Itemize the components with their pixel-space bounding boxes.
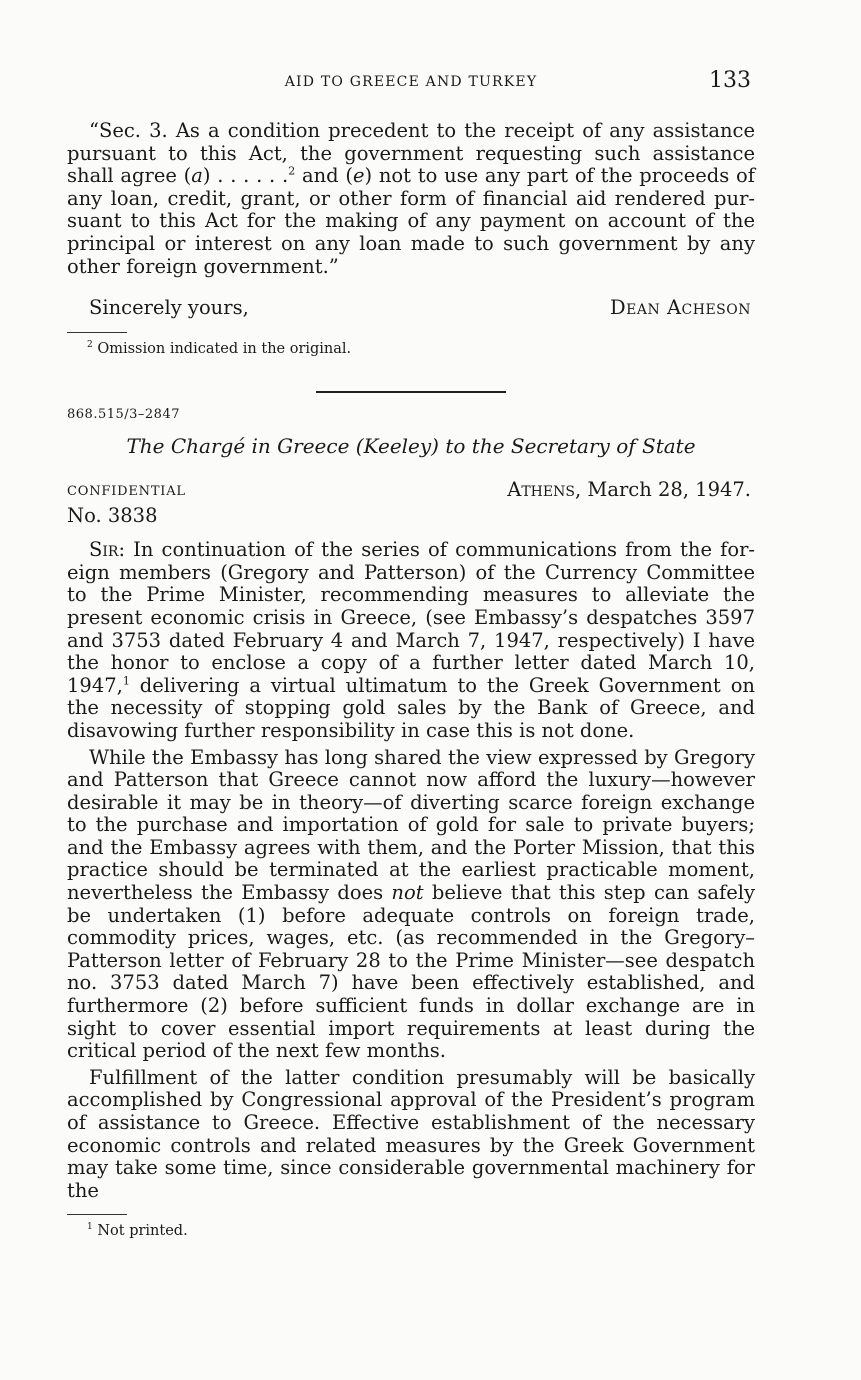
footnote-mark: 2 [87,340,93,351]
classification: CONFIDENTIAL [67,484,186,500]
paragraph-2-text-b: believe that this step can safely be undertaken (1) before adequate controls on foreign trade, commodity prices, wages, etc. (as recommended in the Gregory–Patterson letter of February 28 to the Prime Minister—see despatch no. 3753 dated March 7) have been effectively established, and furthermore (2) before sufficient funds in dollar exchange are in sight to cover essential import requirements at least during the critical period of the next few months. [67,881,755,1063]
footnote-bottom [67,1223,755,1239]
date: , March 28, 1947. [574,478,751,502]
salutation: Sir [89,538,119,562]
quote-text-3: ) not to use any part of the proceeds of any loan, credit, grant, or other form of financial aid rendered pursuant to this Act for the making of any payment on account of the principal or interest on any loan made to such government by any other foreign government.” [67,164,755,278]
footnote-text: Omission indicated in the original. [92,341,352,358]
paragraph-2 [67,747,755,1063]
despatch-number: No. 3838 [67,504,158,528]
signature: Dean Acheson [610,296,751,320]
footnote-mark: 1 [122,674,130,688]
document-title: The Chargé in Greece (Keeley) to the Secretary of State [126,434,696,459]
footnote-mark: 2 [288,164,296,178]
footnote-divider [67,332,127,333]
footnote-divider [67,1214,127,1215]
running-title: AID TO GREECE AND TURKEY [284,74,538,90]
paragraph-1-text-b: delivering a virtual ultimatum to the Greek Government on the necessity of stopping gold sales by the Bank of Greece, and disavowing further responsibility in case this is not done. [67,673,755,742]
file-number: 868.515/3–2847 [67,407,180,423]
place-date [507,478,751,501]
running-head [67,62,755,98]
section-divider [316,391,506,393]
quoted-section [67,120,755,278]
place: Athens [507,478,575,502]
paragraph-3: Fulfillment of the latter condition presumably will be basically accomplished by Congressional approval of the President’s program of assistance to Greece. Effective establishment of the necessary economic controls and related measures by the Greek Government may take some time, since considerable governmental machinery for the [67,1065,755,1202]
quote-item-a: a [191,164,203,188]
paragraph-2-text-a: While the Embassy has long shared the view expressed by Gregory and Patterson that Greece cannot now afford the luxury—however desirable it may be in theory—of diverting scarce foreign exchange to the purchase and importation of gold for sale to private buyers; and the Embassy agrees with them, and the Porter Mission, that this practice should be terminated at the earliest practicable moment, nevertheless the Embassy does [67,745,755,905]
quote-text-1: “Sec. 3. As a condition precedent to the receipt of any assistance pursuant to this Act, the government requesting such assistance shall agree ( [67,119,755,188]
document-meta [67,478,755,502]
footnote-top [67,341,755,357]
quote-item-e: e [352,164,365,188]
footnote-text: Not printed. [92,1223,188,1240]
footnote-mark: 1 [87,1222,93,1233]
page-number: 133 [709,68,751,93]
closing: Sincerely yours, [89,296,249,320]
document-page [67,62,755,1239]
quote-text-2: and ( [295,164,353,188]
paragraph-1-text-a: : In continuation of the series of communications from the foreign members (Gregory and Patterson) of the Currency Committee to the Prime Minister, recommending measures to alleviate the present economic crisis in Greece, (see Embassy’s despatches 3597 and 3753 dated February 4 and March 7, 1947, respectively) I have the honor to enclose a copy of a further letter dated March 10, 1947, [67,538,755,697]
signoff [67,296,755,322]
quote-ellipsis: ) . . . . . . [202,164,289,188]
emphasis-not: not [391,881,424,905]
paragraph-1 [67,539,755,742]
